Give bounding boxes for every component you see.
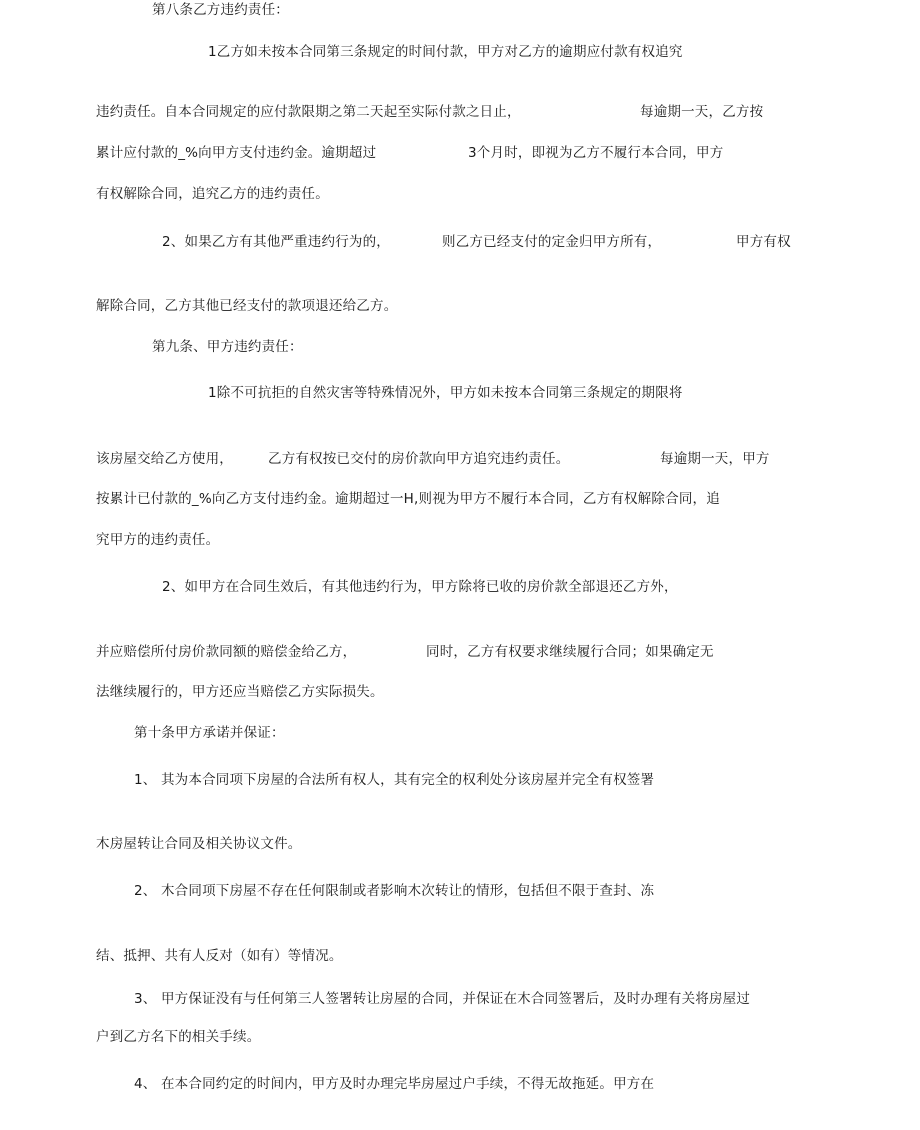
article10-item2-line2: 结、抵押、共有人反对（如有）等情况。 [96, 948, 343, 964]
article9-clause1-line4: 究甲方的违约责任。 [96, 532, 220, 548]
article9-clause1-line2b: 乙方有权按已交付的房价款向甲方追究违约责任。 [268, 451, 570, 467]
article9-clause1-line2c: 每逾期一天，甲方 [660, 451, 770, 467]
article10-item2-line1: 2、 木合同项下房屋不存在任何限制或者影响木次转让的情形，包括但不限于查封、冻 [134, 883, 655, 899]
article8-clause2-line1c: 甲方有权 [736, 234, 791, 250]
article8-clause2-line1a: 2、如果乙方有其他严重违约行为的， [162, 234, 390, 250]
article9-clause2-line3: 法继续履行的，甲方还应当赔偿乙方实际损失。 [96, 684, 384, 700]
article10-item1-line1: 1、 其为本合同项下房屋的合法所有权人，其有完全的权利处分该房屋并完全有权签署 [134, 772, 655, 788]
article8-clause2-line1b: 则乙方已经支付的定金归甲方所有， [442, 234, 662, 250]
article10-heading: 第十条甲方承诺并保证： [134, 725, 285, 741]
article9-clause2-line2a: 并应赔偿所付房价款同额的赔偿金给乙方， [96, 644, 357, 660]
article9-clause1-line2a: 该房屋交给乙方使用， [96, 451, 233, 467]
article8-clause1-line3b: 3个月时，即视为乙方不履行本合同，甲方 [468, 145, 724, 161]
article8-clause2-line2: 解除合同，乙方其他已经支付的款项退还给乙方。 [96, 298, 398, 314]
article9-clause2-line1: 2、如甲方在合同生效后，有其他违约行为，甲方除将已收的房价款全部退还乙方外， [162, 579, 678, 595]
article8-clause1-line4: 有权解除合同，追究乙方的违约责任。 [96, 186, 329, 202]
article10-item1-line2: 木房屋转让合同及相关协议文件。 [96, 836, 302, 852]
article8-heading: 第八条乙方违约责任： [152, 2, 289, 18]
article8-clause1-line2b: 每逾期一天，乙方按 [640, 104, 764, 120]
article8-clause1-line2a: 违约责任。自本合同规定的应付款限期之第二天起至实际付款之日止， [96, 104, 521, 120]
article10-item3-line2: 户到乙方名下的相关手续。 [96, 1029, 261, 1045]
article8-clause1-line1: 1乙方如未按本合同第三条规定的时间付款，甲方对乙方的逾期应付款有权追究 [208, 44, 683, 60]
article8-clause1-line3a: 累计应付款的_%向甲方支付违约金。逾期超过 [96, 145, 377, 161]
article10-item3-line1: 3、 甲方保证没有与任何第三人签署转让房屋的合同，并保证在木合同签署后，及时办理有关将房屋过 [134, 991, 751, 1007]
article9-clause2-line2b: 同时，乙方有权要求继续履行合同；如果确定无 [426, 644, 714, 660]
article9-clause1-line3: 按累计已付款的_%向乙方支付违约金。逾期超过一H,则视为甲方不履行本合同，乙方有权解除合同，追 [96, 491, 720, 507]
article9-heading: 第九条、甲方违约责任： [152, 339, 303, 355]
article9-clause1-line1: 1除不可抗拒的自然灾害等特殊情况外，甲方如未按本合同第三条规定的期限将 [208, 385, 683, 401]
article10-item4-line1: 4、 在本合同约定的时间内，甲方及时办理完毕房屋过户手续，不得无故拖延。甲方在 [134, 1076, 655, 1092]
